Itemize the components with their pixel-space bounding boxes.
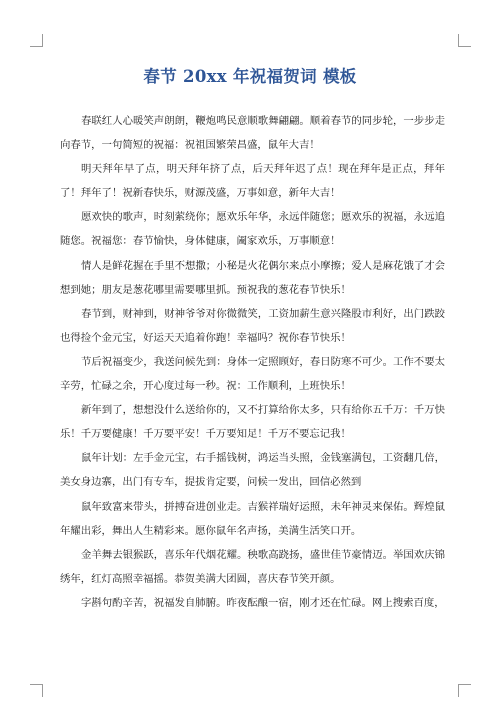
paragraph-9: 鼠年致富来带头，拼搏奋进创业走。吉猴祥瑞好运照，未年神灵来保佑。辉煌鼠年耀出彩，舞出人生精彩来。愿你鼠年名声扬，美满生活笑口开。	[60, 500, 445, 537]
paragraph-10: 金羊舞去银猴跃，喜乐年代烟花耀。秧歌高跷扬，盛世佳节豪情迈。举国欢庆锦绣年，红灯高照幸福摇。恭贺美满大团圆，喜庆春节笑开颜。	[60, 548, 445, 585]
crop-mark-top-left	[30, 34, 43, 47]
crop-mark-top-right	[458, 34, 471, 47]
paragraph-5: 春节到，财神到，财神爷爷对你微微笑，工资加薪生意兴隆股市利好，出门跌跤也得捡个金元宝，好运天天追着你跑！幸福吗？祝你春节快乐！	[60, 307, 445, 344]
paragraph-3: 愿欢快的歌声，时刻萦绕你；愿欢乐年华，永远伴随您；愿欢乐的祝福，永远追随您。祝福您：春节愉快，身体健康，阖家欢乐，万事顺意！	[60, 211, 445, 248]
paragraph-8: 鼠年计划：左手金元宝，右手摇钱树，鸿运当头照，金钱塞满包，工资翻几倍，美女身边寨，出门有专车，提拔肯定要，问候一发出，回信必然到	[60, 452, 445, 489]
paragraph-4: 情人是鲜花握在手里不想撒；小秘是火花偶尔来点小摩擦；爱人是麻花饿了才会想到她；朋友是葱花哪里需要哪里抓。预祝我的葱花春节快乐！	[60, 259, 445, 296]
crop-mark-bottom-left	[30, 684, 43, 697]
paragraph-7: 新年到了，想想没什么送给你的，又不打算给你太多，只有给你五千万：千万快乐！千万要健康！千万要平安！千万要知足！千万不要忘记我！	[60, 404, 445, 441]
crop-mark-bottom-right	[458, 684, 471, 697]
paragraph-11: 字斟句酌辛苦，祝福发自肺腑。昨夜酝酿一宿，刚才还在忙碌。网上搜索百度，	[81, 596, 445, 609]
document-body	[60, 109, 445, 615]
paragraph-1: 春联红人心暖笑声朗朗，鞭炮鸣民意顺歌舞翩翩。顺着春节的同步轮，一步步走向春节，一句简短的祝福：祝祖国繁荣昌盛，鼠年大吉！	[60, 115, 445, 152]
paragraph-2: 明天拜年早了点，明天拜年挤了点，后天拜年迟了点！现在拜年是正点，拜年了！拜年了！祝新春快乐，财源茂盛，万事如意，新年大吉！	[60, 163, 445, 200]
document-title: 春节 20xx 年祝福贺词 模板	[143, 67, 357, 86]
paragraph-6: 节后祝福变少，我送问候先到：身体一定照顾好，春日防寒不可少。工作不要太辛劳，忙碌之余，开心度过每一秒。祝：工作顺利，上班快乐！	[60, 355, 445, 393]
